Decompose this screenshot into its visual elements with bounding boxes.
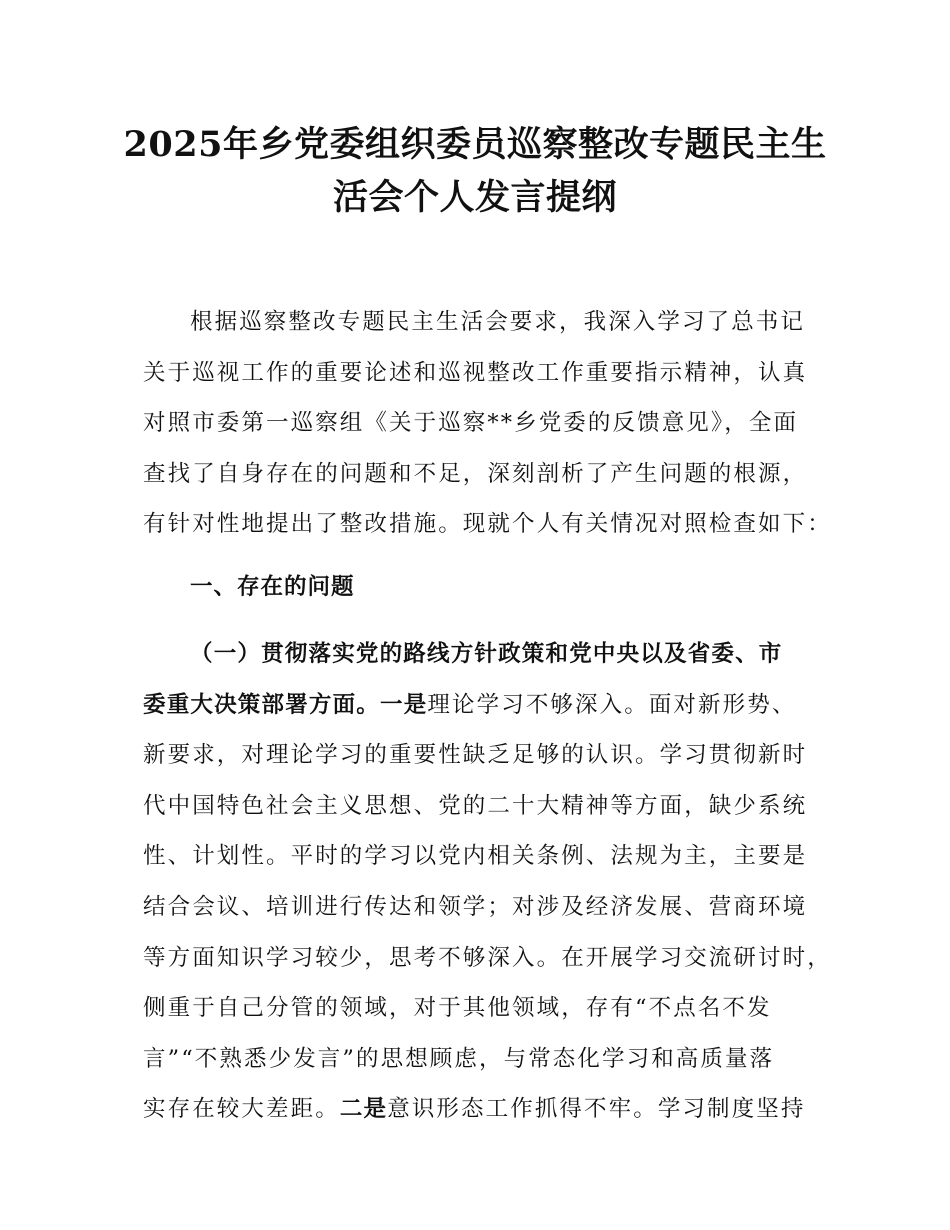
subsection-1-line-8: 侧重于自己分管的领域，对于其他领域，存有“不点名不发 [143, 995, 772, 1022]
subsection-1-heading-line-1: （一）贯彻落实党的路线方针政策和党中央以及省委、市 [190, 641, 783, 667]
subsection-1-line-2 [143, 680, 833, 731]
point-1-label: 一是 [380, 691, 428, 718]
intro-line-1: 根据巡察整改专题民主生活会要求，我深入学习了总书记 [190, 309, 806, 335]
point-1-text: 理论学习不够深入。面对新形势、 [427, 691, 797, 718]
subsection-1-line-3: 新要求，对理论学习的重要性缺乏足够的认识。学习贯彻新时 [143, 742, 808, 769]
subsection-1-line-5: 性、计划性。平时的学习以党内相关条例、法规为主，主要是 [143, 843, 808, 870]
subsection-1-line-10 [143, 1084, 833, 1135]
subsection-1-line-9: 言”“不熟悉少发言”的思想顾虑，与常态化学习和高质量落 [143, 1045, 775, 1072]
subsection-1-line-4: 代中国特色社会主义思想、党的二十大精神等方面，缺少系统 [143, 792, 808, 819]
intro-line-4: 查找了自身存在的问题和不足，深刻剖析了产生问题的根源， [143, 460, 808, 487]
title-line-2: 活会个人发言提纲 [332, 177, 617, 218]
subsection-1-line-6: 结合会议、培训进行传达和领学；对涉及经济发展、营商环境 [143, 893, 808, 920]
intro-line-3: 对照市委第一巡察组《关于巡察**乡党委的反馈意见》，全面 [143, 410, 799, 437]
subsection-1-heading-line-2: 委重大决策部署方面。 [143, 691, 381, 718]
point-1-end-text: 实存在较大差距。 [143, 1096, 340, 1123]
subsection-1-paragraph [143, 629, 833, 1135]
point-2-text: 意识形态工作抓得不牢。学习制度坚持 [387, 1096, 806, 1123]
subsection-1-line-7: 等方面知识学习较少，思考不够深入。在开展学习交流研讨时， [143, 944, 832, 971]
document-title [0, 118, 950, 224]
intro-line-2: 关于巡视工作的重要论述和巡视整改工作重要指示精神，认真 [143, 359, 808, 386]
intro-line-5: 有针对性地提出了整改措施。现就个人有关情况对照检查如下： [143, 511, 832, 538]
intro-paragraph [143, 297, 833, 550]
section-heading-problems: 一、存在的问题 [190, 574, 355, 600]
point-2-label: 二是 [339, 1096, 388, 1123]
title-line-1: 2025年乡党委组织委员巡察整改专题民主生 [123, 124, 827, 165]
